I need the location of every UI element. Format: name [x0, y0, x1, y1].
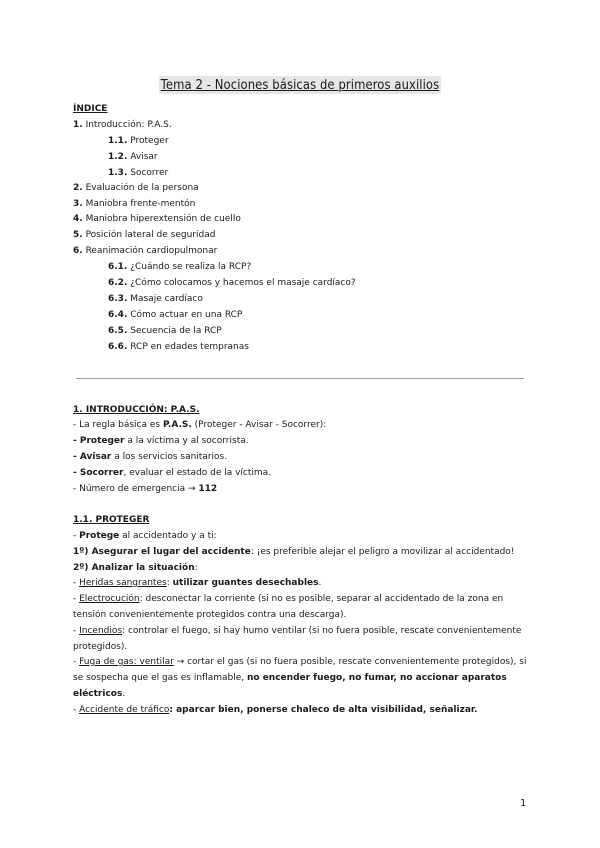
- paragraph-line: tensión convenientemente protegidos contra una descarga).: [73, 610, 347, 620]
- section-heading: 1. INTRODUCCIÓN: P.A.S.: [73, 405, 200, 415]
- index-item: 3. Maniobra frente-mentón: [73, 199, 196, 209]
- paragraph-line: eléctricos.: [73, 689, 126, 699]
- paragraph-line: - Electrocución: desconectar la corriente (si no es posible, separar al accidentado de la zona en: [73, 594, 504, 604]
- page-number: 1: [520, 798, 527, 809]
- index-item: 6.4. Cómo actuar en una RCP: [108, 310, 243, 320]
- paragraph-line: - Fuga de gas: ventilar → cortar el gas (si no fuera posible, rescate convenientemente protegidos), si: [73, 657, 527, 667]
- index-item: 2. Evaluación de la persona: [73, 183, 199, 193]
- paragraph-line: se sospecha que el gas es inflamable, no encender fuego, no fumar, no accionar aparatos: [73, 673, 507, 683]
- index-item: 1. Introducción: P.A.S.: [73, 120, 172, 130]
- subsection-heading: 1.1. PROTEGER: [73, 515, 150, 525]
- section-divider: [76, 378, 524, 379]
- index-item: 1.2. Avisar: [108, 152, 158, 162]
- document-title: Tema 2 - Nociones básicas de primeros auxilios: [160, 77, 440, 93]
- paragraph-line: protegidos).: [73, 642, 128, 652]
- index-item: 6.2. ¿Cómo colocamos y hacemos el masaje cardíaco?: [108, 278, 356, 288]
- index-item: 6.3. Masaje cardíaco: [108, 294, 203, 304]
- index-item: 1.1. Proteger: [108, 136, 169, 146]
- paragraph-line: - Número de emergencia → 112: [73, 484, 218, 494]
- paragraph-line: 2º) Analizar la situación:: [73, 563, 198, 573]
- paragraph-line: - Avisar a los servicios sanitarios.: [73, 452, 228, 462]
- index-item: 6. Reanimación cardiopulmonar: [73, 246, 218, 256]
- paragraph-line: - La regla básica es P.A.S. (Proteger - Avisar - Socorrer):: [73, 420, 327, 430]
- index-item: 5. Posición lateral de seguridad: [73, 230, 216, 240]
- index-item: 6.1. ¿Cuándo se realiza la RCP?: [108, 262, 252, 272]
- index-item: 4. Maniobra hiperextensión de cuello: [73, 214, 241, 224]
- index-item: 1.3. Socorrer: [108, 168, 169, 178]
- index-heading: ÍNDICE: [73, 104, 108, 114]
- index-item: 6.5. Secuencia de la RCP: [108, 326, 222, 336]
- paragraph-line: - Protege al accidentado y a ti:: [73, 531, 217, 541]
- paragraph-line: - Heridas sangrantes: utilizar guantes desechables.: [73, 578, 322, 588]
- paragraph-line: - Proteger a la víctima y al socorrista.: [73, 436, 249, 446]
- paragraph-line: - Socorrer, evaluar el estado de la víctima.: [73, 468, 272, 478]
- index-item: 6.6. RCP en edades tempranas: [108, 342, 249, 352]
- paragraph-line: - Incendios: controlar el fuego, si hay humo ventilar (si no fuera posible, rescate convenientemente: [73, 626, 522, 636]
- paragraph-line: - Accidente de tráfico: aparcar bien, ponerse chaleco de alta visibilidad, señalizar.: [73, 705, 478, 715]
- paragraph-line: 1º) Asegurar el lugar del accidente: ¡es preferible alejar el peligro a movilizar al accidentado!: [73, 547, 515, 557]
